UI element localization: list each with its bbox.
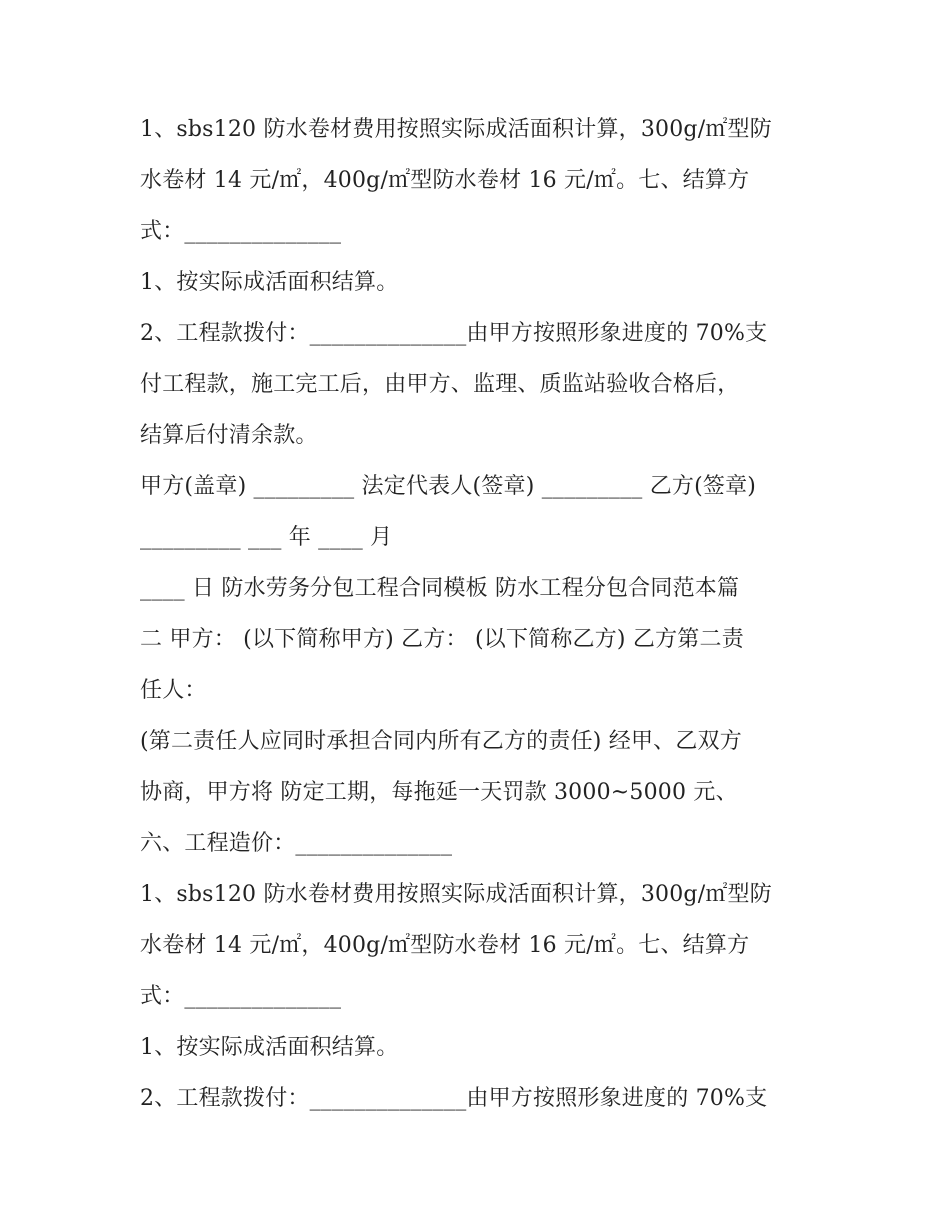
text-line: 甲方(盖章) _________ 法定代表人(签章) _________ 乙方(签章) bbox=[140, 474, 757, 499]
text-line: (第二责任人应同时承担合同内所有乙方的责任) 经甲、乙双方 bbox=[140, 729, 742, 754]
text-line: 任人： bbox=[140, 678, 207, 703]
text-line: 1、sbs120 防水卷材费用按照实际成活面积计算，300g/㎡型防 bbox=[140, 117, 772, 142]
text-line: 2、工程款拨付：______________由甲方按照形象进度的 70%支 bbox=[140, 1086, 768, 1111]
text-line: 水卷材 14 元/㎡，400g/㎡型防水卷材 16 元/㎡。七、结算方 bbox=[140, 168, 750, 193]
text-line: ____ 日 防水劳务分包工程合同模板 防水工程分包合同范本篇 bbox=[140, 576, 740, 601]
text-line: 1、按实际成活面积结算。 bbox=[140, 270, 399, 295]
text-line: 式：______________ bbox=[140, 219, 342, 244]
text-line: 1、sbs120 防水卷材费用按照实际成活面积计算，300g/㎡型防 bbox=[140, 882, 772, 907]
text-line: 1、按实际成活面积结算。 bbox=[140, 1035, 399, 1060]
text-line: 2、工程款拨付：______________由甲方按照形象进度的 70%支 bbox=[140, 321, 768, 346]
text-line: 水卷材 14 元/㎡，400g/㎡型防水卷材 16 元/㎡。七、结算方 bbox=[140, 933, 750, 958]
text-line: 付工程款，施工完工后，由甲方、监理、质监站验收合格后， bbox=[140, 372, 740, 397]
text-line: 结算后付清余款。 bbox=[140, 423, 318, 448]
text-line: 式：______________ bbox=[140, 984, 342, 1009]
text-line: 协商，甲方将 防定工期，每拖延一天罚款 3000~5000 元、 bbox=[140, 780, 738, 805]
text-line: 六、工程造价：______________ bbox=[140, 831, 453, 856]
text-line: _________ ___ 年 ____ 月 bbox=[140, 525, 393, 550]
text-line: 二 甲方： (以下简称甲方) 乙方： (以下简称乙方) 乙方第二责 bbox=[140, 627, 744, 652]
